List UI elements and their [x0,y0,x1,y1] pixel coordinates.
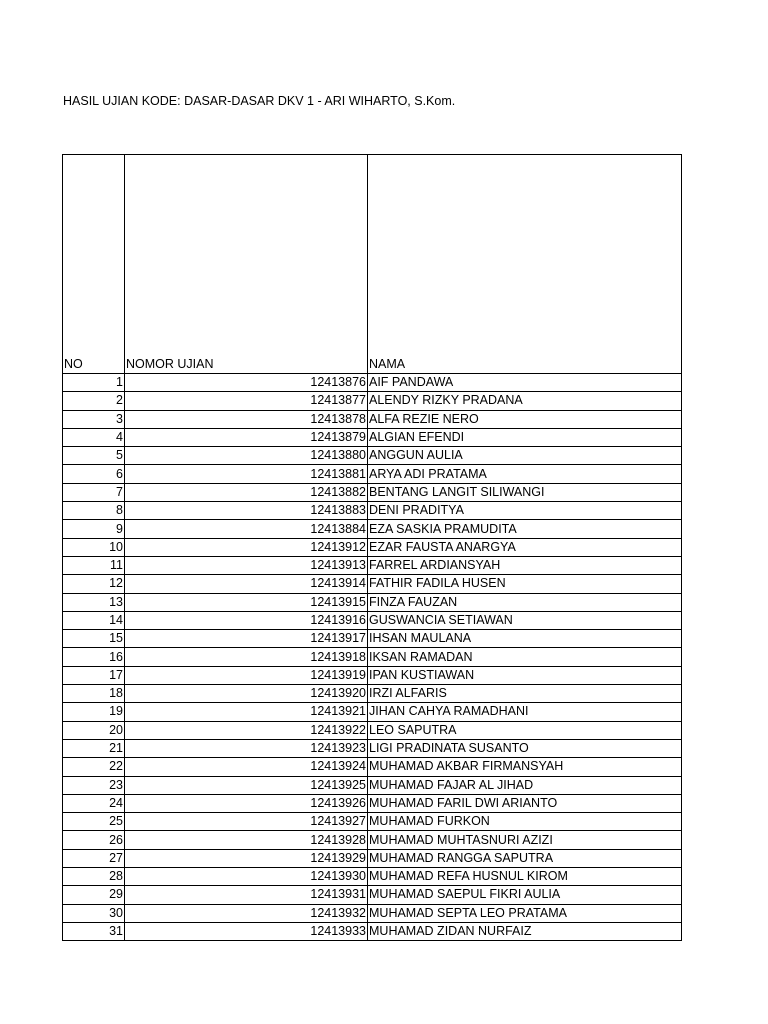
cell-no: 18 [63,685,125,703]
header-nomor-ujian: NOMOR UJIAN [125,155,368,374]
cell-nomor-ujian: 12413932 [125,904,368,922]
cell-no: 7 [63,483,125,501]
table-row [63,868,682,886]
cell-nomor-ujian: 12413924 [125,758,368,776]
cell-nama: DENI PRADITYA [368,502,682,520]
table-row [63,922,682,940]
cell-nomor-ujian: 12413912 [125,538,368,556]
table-row [63,428,682,446]
cell-no: 9 [63,520,125,538]
cell-no: 3 [63,410,125,428]
cell-nama: ALGIAN EFENDI [368,428,682,446]
cell-nomor-ujian: 12413876 [125,374,368,392]
table-row [63,392,682,410]
cell-no: 28 [63,868,125,886]
cell-nomor-ujian: 12413878 [125,410,368,428]
cell-nama: FINZA FAUZAN [368,593,682,611]
cell-nomor-ujian: 12413918 [125,648,368,666]
cell-nama: MUHAMAD MUHTASNURI AZIZI [368,831,682,849]
cell-nomor-ujian: 12413883 [125,502,368,520]
table-row [63,703,682,721]
document-title: HASIL UJIAN KODE: DASAR-DASAR DKV 1 - ARI WIHARTO, S.Kom. [63,94,456,108]
cell-no: 12 [63,575,125,593]
cell-nomor-ujian: 12413930 [125,868,368,886]
cell-nomor-ujian: 12413882 [125,483,368,501]
cell-no: 14 [63,611,125,629]
cell-no: 1 [63,374,125,392]
table-row [63,721,682,739]
cell-nomor-ujian: 12413926 [125,794,368,812]
table-row [63,410,682,428]
cell-nomor-ujian: 12413915 [125,593,368,611]
cell-no: 11 [63,556,125,574]
table-row [63,849,682,867]
table-row [63,502,682,520]
cell-nama: MUHAMAD FURKON [368,813,682,831]
cell-nama: MUHAMAD SAEPUL FIKRI AULIA [368,886,682,904]
cell-nomor-ujian: 12413931 [125,886,368,904]
cell-nomor-ujian: 12413877 [125,392,368,410]
cell-no: 19 [63,703,125,721]
table-row [63,465,682,483]
cell-nomor-ujian: 12413928 [125,831,368,849]
table-row [63,611,682,629]
cell-no: 2 [63,392,125,410]
table-row [63,593,682,611]
cell-no: 27 [63,849,125,867]
table-row [63,538,682,556]
table-row [63,776,682,794]
cell-nama: IPAN KUSTIAWAN [368,666,682,684]
cell-nomor-ujian: 12413919 [125,666,368,684]
cell-nama: MUHAMAD FARIL DWI ARIANTO [368,794,682,812]
table-row [63,520,682,538]
table-row [63,666,682,684]
cell-nama: IRZI ALFARIS [368,685,682,703]
cell-nama: MUHAMAD SEPTA LEO PRATAMA [368,904,682,922]
cell-no: 16 [63,648,125,666]
cell-nama: MUHAMAD ZIDAN NURFAIZ [368,922,682,940]
cell-no: 25 [63,813,125,831]
cell-nomor-ujian: 12413879 [125,428,368,446]
cell-nomor-ujian: 12413927 [125,813,368,831]
table-row [63,648,682,666]
table-row [63,739,682,757]
cell-nama: FATHIR FADILA HUSEN [368,575,682,593]
table-row [63,794,682,812]
cell-nomor-ujian: 12413933 [125,922,368,940]
exam-results-table [62,154,682,941]
cell-nama: MUHAMAD RANGGA SAPUTRA [368,849,682,867]
cell-nama: GUSWANCIA SETIAWAN [368,611,682,629]
table-row [63,904,682,922]
table-row [63,483,682,501]
cell-nama: IKSAN RAMADAN [368,648,682,666]
cell-no: 24 [63,794,125,812]
header-nama: NAMA [368,155,682,374]
cell-nomor-ujian: 12413916 [125,611,368,629]
cell-nama: ANGGUN AULIA [368,447,682,465]
table-row [63,630,682,648]
cell-nomor-ujian: 12413925 [125,776,368,794]
cell-no: 6 [63,465,125,483]
cell-no: 29 [63,886,125,904]
cell-nomor-ujian: 12413922 [125,721,368,739]
cell-nama: EZA SASKIA PRAMUDITA [368,520,682,538]
cell-no: 31 [63,922,125,940]
table-header-row [63,155,682,374]
cell-nama: ARYA ADI PRATAMA [368,465,682,483]
cell-nama: IHSAN MAULANA [368,630,682,648]
cell-nama: MUHAMAD AKBAR FIRMANSYAH [368,758,682,776]
cell-nomor-ujian: 12413929 [125,849,368,867]
cell-nomor-ujian: 12413884 [125,520,368,538]
cell-nomor-ujian: 12413923 [125,739,368,757]
cell-nomor-ujian: 12413881 [125,465,368,483]
table-row [63,374,682,392]
cell-nomor-ujian: 12413914 [125,575,368,593]
cell-no: 26 [63,831,125,849]
cell-no: 22 [63,758,125,776]
cell-nama: EZAR FAUSTA ANARGYA [368,538,682,556]
cell-nama: AIF PANDAWA [368,374,682,392]
cell-no: 8 [63,502,125,520]
cell-no: 23 [63,776,125,794]
cell-nomor-ujian: 12413913 [125,556,368,574]
cell-nomor-ujian: 12413921 [125,703,368,721]
cell-no: 20 [63,721,125,739]
cell-no: 13 [63,593,125,611]
cell-nama: ALENDY RIZKY PRADANA [368,392,682,410]
cell-nomor-ujian: 12413920 [125,685,368,703]
header-no: NO [63,155,125,374]
table-row [63,685,682,703]
cell-no: 30 [63,904,125,922]
cell-nama: MUHAMAD REFA HUSNUL KIROM [368,868,682,886]
cell-nomor-ujian: 12413880 [125,447,368,465]
cell-nama: BENTANG LANGIT SILIWANGI [368,483,682,501]
table-row [63,886,682,904]
table-row [63,758,682,776]
cell-nama: LEO SAPUTRA [368,721,682,739]
cell-no: 17 [63,666,125,684]
cell-nama: JIHAN CAHYA RAMADHANI [368,703,682,721]
cell-no: 15 [63,630,125,648]
cell-no: 21 [63,739,125,757]
cell-no: 4 [63,428,125,446]
table-row [63,831,682,849]
cell-nama: LIGI PRADINATA SUSANTO [368,739,682,757]
cell-no: 10 [63,538,125,556]
table-row [63,813,682,831]
table-row [63,575,682,593]
cell-no: 5 [63,447,125,465]
cell-nama: MUHAMAD FAJAR AL JIHAD [368,776,682,794]
cell-nama: FARREL ARDIANSYAH [368,556,682,574]
table-row [63,447,682,465]
cell-nama: ALFA REZIE NERO [368,410,682,428]
table-row [63,556,682,574]
cell-nomor-ujian: 12413917 [125,630,368,648]
